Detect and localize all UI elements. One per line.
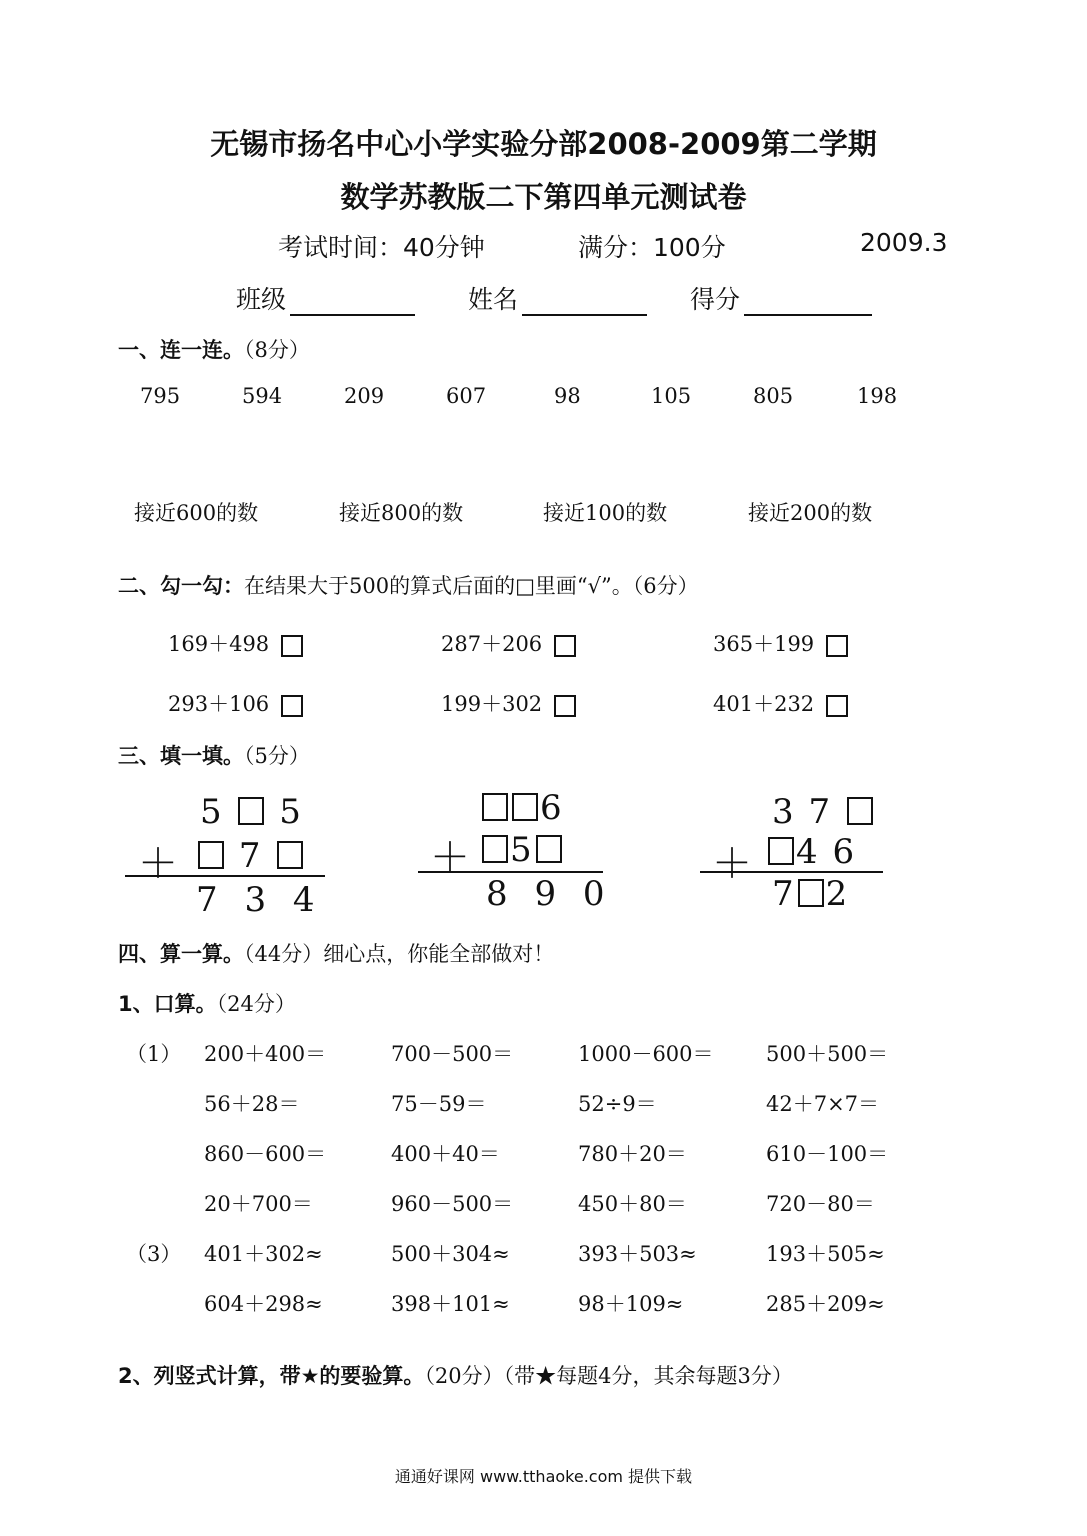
digit: 2 <box>825 874 850 914</box>
digit: 5 <box>279 792 303 832</box>
score-label: 得分 <box>690 285 741 314</box>
check-item-1 <box>168 628 303 658</box>
check-item-5 <box>441 688 576 718</box>
section2-instruction: 在结果大于500的算式后面的□里画“√”。（6分） <box>244 574 699 598</box>
vertical-problem-2-top <box>480 788 564 828</box>
vertical-problem-2-sum: 8 9 0 <box>486 874 613 914</box>
class-field[interactable] <box>236 280 415 316</box>
exam-time: 考试时间：40分钟 <box>278 233 485 262</box>
footer-credit: 通通好课网 www.tthaoke.com 提供下载 <box>394 1467 693 1486</box>
section1-points: （8分） <box>244 338 310 362</box>
vertical-problem-2-bottom <box>480 830 564 870</box>
oral-calc-item[interactable]: 720－80＝ <box>766 1192 875 1216</box>
score-blank[interactable] <box>744 288 872 316</box>
name-blank[interactable] <box>522 288 647 316</box>
check-item-6 <box>713 688 848 718</box>
section4-encouragement: 细心点，你能全部做对！ <box>323 942 555 966</box>
section2-heading <box>118 570 699 600</box>
exam-date: 2009.3 <box>860 228 948 257</box>
check-box[interactable] <box>826 695 848 717</box>
plus-sign: ＋ <box>712 841 752 887</box>
estimate-item[interactable]: 398＋101≈ <box>391 1292 510 1316</box>
oral-calc-item[interactable]: 20＋700＝ <box>204 1192 313 1216</box>
check-expression: 293＋106 <box>168 692 270 716</box>
check-item-3 <box>713 628 848 658</box>
vertical-problem-1-sum: 7 3 4 <box>196 880 323 920</box>
score-field[interactable] <box>690 280 872 316</box>
oral-calc-item[interactable]: 860－600＝ <box>204 1142 327 1166</box>
digit-box[interactable] <box>238 797 264 825</box>
vertical-problem-3-sum <box>772 874 849 914</box>
digit-box[interactable] <box>198 841 224 869</box>
section2-title: 二、勾一勾： <box>118 574 244 598</box>
group-label-1: （1） <box>126 1042 182 1066</box>
plus-sign: ＋ <box>138 841 178 887</box>
digit-box[interactable] <box>847 797 873 825</box>
match-number-2[interactable]: 594 <box>242 384 283 408</box>
check-expression: 401＋232 <box>713 692 815 716</box>
class-label: 班级 <box>236 285 287 314</box>
digit-box[interactable] <box>277 841 303 869</box>
vertical-problem-1-top <box>200 792 303 832</box>
vertical-problem-3-top <box>772 792 875 832</box>
digit: 6 <box>832 832 857 872</box>
section4-title: 四、算一算。 <box>118 942 244 966</box>
match-target-2[interactable]: 接近800的数 <box>339 501 464 525</box>
match-number-1[interactable]: 795 <box>140 384 181 408</box>
estimate-item[interactable]: 98＋109≈ <box>578 1292 684 1316</box>
check-expression: 169＋498 <box>168 632 270 656</box>
estimate-item[interactable]: 401＋302≈ <box>204 1242 323 1266</box>
part1-heading <box>118 988 296 1018</box>
digit-box[interactable] <box>482 835 508 863</box>
digit: 4 <box>796 832 820 872</box>
oral-calc-item[interactable]: 52÷9＝ <box>578 1092 657 1116</box>
digit-box[interactable] <box>768 837 794 865</box>
oral-calc-item[interactable]: 960－500＝ <box>391 1192 514 1216</box>
class-blank[interactable] <box>290 288 415 316</box>
match-target-4[interactable]: 接近200的数 <box>748 501 873 525</box>
match-target-1[interactable]: 接近600的数 <box>134 501 259 525</box>
oral-calc-item[interactable]: 75－59＝ <box>391 1092 487 1116</box>
part2-title: 2、列竖式计算，带★的要验算。 <box>118 1364 425 1388</box>
part1-title: 1、口算。 <box>118 992 217 1016</box>
check-expression: 199＋302 <box>441 692 543 716</box>
estimate-item[interactable]: 285＋209≈ <box>766 1292 885 1316</box>
section1-title: 一、连一连。 <box>118 338 244 362</box>
oral-calc-item[interactable]: 700－500＝ <box>391 1042 514 1066</box>
section3-points: （5分） <box>244 744 310 768</box>
check-box[interactable] <box>281 695 303 717</box>
digit: 7 <box>238 836 263 876</box>
oral-calc-item[interactable]: 500＋500＝ <box>766 1042 889 1066</box>
match-number-6[interactable]: 105 <box>651 384 692 408</box>
check-expression: 287＋206 <box>441 632 543 656</box>
estimate-item[interactable]: 193＋505≈ <box>766 1242 885 1266</box>
section4-heading <box>118 938 554 968</box>
section3-heading <box>118 740 310 770</box>
digit: 5 <box>200 792 224 832</box>
check-box[interactable] <box>554 635 576 657</box>
oral-calc-item[interactable]: 610－100＝ <box>766 1142 889 1166</box>
sum-line <box>700 871 883 873</box>
check-box[interactable] <box>554 695 576 717</box>
digit-box[interactable] <box>512 793 538 821</box>
oral-calc-item[interactable]: 450＋80＝ <box>578 1192 687 1216</box>
check-item-4 <box>168 688 303 718</box>
match-number-5[interactable]: 98 <box>554 384 581 408</box>
group-label-3: （3） <box>126 1242 182 1266</box>
part2-heading <box>118 1360 793 1390</box>
sum-line <box>418 871 603 873</box>
oral-calc-item[interactable]: 400＋40＝ <box>391 1142 500 1166</box>
digit-box[interactable] <box>536 835 562 863</box>
match-number-8[interactable]: 198 <box>857 384 898 408</box>
digit: 7 <box>772 874 796 914</box>
estimate-item[interactable]: 393＋503≈ <box>578 1242 697 1266</box>
digit: 3 <box>772 792 796 832</box>
vertical-problem-3-bottom <box>766 832 856 872</box>
check-item-2 <box>441 628 576 658</box>
name-field[interactable] <box>468 280 647 316</box>
oral-calc-item[interactable]: 56＋28＝ <box>204 1092 300 1116</box>
check-box[interactable] <box>281 635 303 657</box>
section3-title: 三、填一填。 <box>118 744 244 768</box>
oral-calc-item[interactable]: 200＋400＝ <box>204 1042 327 1066</box>
digit-box[interactable] <box>482 793 508 821</box>
match-number-7[interactable]: 805 <box>753 384 794 408</box>
oral-calc-item[interactable]: 780＋20＝ <box>578 1142 687 1166</box>
digit: 5 <box>510 830 534 870</box>
full-score: 满分：100分 <box>578 233 726 262</box>
part1-points: （24分） <box>216 992 296 1016</box>
estimate-item[interactable]: 500＋304≈ <box>391 1242 510 1266</box>
plus-sign: ＋ <box>430 835 470 881</box>
name-label: 姓名 <box>468 285 519 314</box>
match-number-4[interactable]: 607 <box>446 384 487 408</box>
estimate-item[interactable]: 604＋298≈ <box>204 1292 323 1316</box>
oral-calc-item[interactable]: 42＋7×7＝ <box>766 1092 880 1116</box>
section1-heading <box>118 334 310 364</box>
section4-points: （44分） <box>244 942 324 966</box>
exam-title-line2: 数学苏教版二下第四单元测试卷 <box>340 180 747 214</box>
digit-box[interactable] <box>798 879 824 907</box>
match-target-3[interactable]: 接近100的数 <box>543 501 668 525</box>
match-number-3[interactable]: 209 <box>344 384 385 408</box>
oral-calc-item[interactable]: 1000－600＝ <box>578 1042 714 1066</box>
check-expression: 365＋199 <box>713 632 815 656</box>
digit: 6 <box>540 788 564 828</box>
exam-title-line1: 无锡市扬名中心小学实验分部2008-2009第二学期 <box>210 127 877 161</box>
sum-line <box>125 875 325 877</box>
part2-points: （20分）（带★每题4分，其余每题3分） <box>424 1364 793 1388</box>
vertical-problem-1-bottom <box>196 836 305 876</box>
check-box[interactable] <box>826 635 848 657</box>
digit: 7 <box>808 792 833 832</box>
